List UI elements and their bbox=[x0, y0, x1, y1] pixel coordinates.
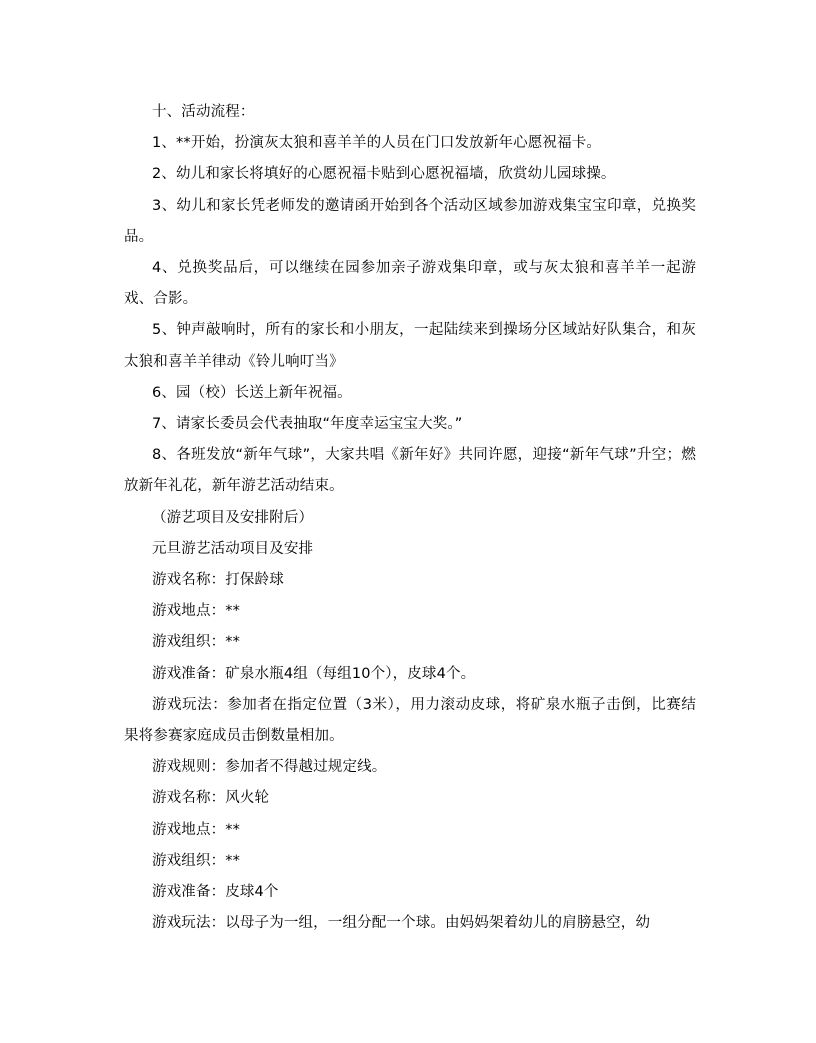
paragraph: 游戏准备：皮球4个 bbox=[152, 884, 279, 901]
subsection-title: 元旦游艺活动项目及安排 bbox=[152, 540, 314, 557]
paragraph: 4、兑换奖品后，可以继续在园参加亲子游戏集印章，或与灰太狼和喜羊羊一起游戏、合影。 bbox=[124, 260, 696, 308]
paragraph: 游戏规则：参加者不得越过规定线。 bbox=[152, 759, 387, 776]
paragraph: 6、园（校）长送上新年祝福。 bbox=[152, 384, 352, 401]
document-body bbox=[124, 97, 696, 939]
paragraph: 8、各班发放“新年气球”，大家共唱《新年好》共同许愿，迎接“新年气球”升空；燃放新年礼花，新年游艺活动结束。 bbox=[124, 447, 696, 495]
paragraph: 游戏名称：风火轮 bbox=[152, 790, 270, 807]
paragraph: 5、钟声敲响时，所有的家长和小朋友，一起陆续来到操场分区域站好队集合，和灰太狼和喜羊羊律动《铃儿响叮当》 bbox=[124, 322, 696, 370]
paragraph: 游戏组织：** bbox=[152, 634, 241, 651]
paragraph: 游戏准备：矿泉水瓶4组（每组10个），皮球4个。 bbox=[152, 665, 476, 682]
paragraph: 游戏组织：** bbox=[152, 852, 241, 869]
paragraph: 游戏玩法：参加者在指定位置（3米），用力滚动皮球，将矿泉水瓶子击倒，比赛结果将参赛家庭成员击倒数量相加。 bbox=[124, 696, 696, 745]
section-heading: 十、活动流程： bbox=[152, 104, 255, 120]
paragraph: 1、**开始，扮演灰太狼和喜羊羊的人员在门口发放新年心愿祝福卡。 bbox=[152, 135, 602, 152]
paragraph: 游戏玩法：以母子为一组，一组分配一个球。由妈妈架着幼儿的肩膀悬空，幼 bbox=[152, 915, 651, 932]
paragraph: 游戏地点：** bbox=[152, 821, 241, 838]
paragraph: 游戏地点：** bbox=[152, 603, 241, 620]
paragraph: 2、幼儿和家长将填好的心愿祝福卡贴到心愿祝福墙，欣赏幼儿园球操。 bbox=[152, 166, 616, 183]
paragraph: 游戏名称：打保龄球 bbox=[152, 572, 284, 589]
paragraph: （游艺项目及安排附后） bbox=[152, 509, 314, 526]
paragraph: 7、请家长委员会代表抽取“年度幸运宝宝大奖。” bbox=[152, 416, 463, 433]
paragraph: 3、幼儿和家长凭老师发的邀请函开始到各个活动区域参加游戏集宝宝印章，兑换奖品。 bbox=[124, 197, 696, 245]
